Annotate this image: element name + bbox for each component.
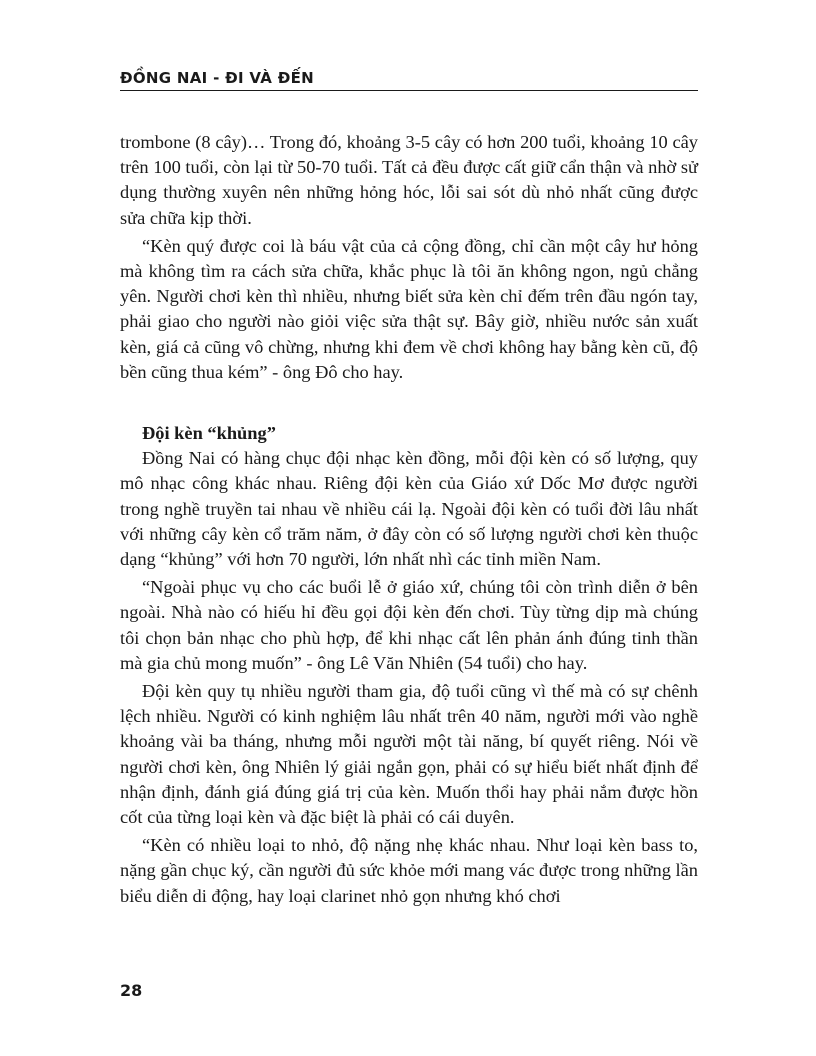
paragraph-continued: trombone (8 cây)… Trong đó, khoảng 3-5 cây có hơn 200 tuổi, khoảng 10 cây trên 100 tuổi, còn lại từ 50-70 tuổi. Tất cả đều được cất giữ cẩn thận và nhờ sử dụng thường xuyên nên những hỏng hóc, lỗi sai sót dù nhỏ nhất cũng được sửa chữa kịp thời. bbox=[120, 132, 698, 228]
running-header bbox=[120, 64, 698, 91]
page-body bbox=[120, 130, 698, 909]
page-number: 28 bbox=[120, 981, 143, 1000]
paragraph: “Ngoài phục vụ cho các buổi lễ ở giáo xứ, chúng tôi còn trình diễn ở bên ngoài. Nhà nào có hiếu hỉ đều gọi đội kèn đến chơi. Tùy từng dịp mà chúng tôi chọn bản nhạc cho phù hợp, để khi nhạc cất lên phản ánh đúng tinh thần mà gia chủ mong muốn” - ông Lê Văn Nhiên (54 tuổi) cho hay. bbox=[120, 577, 698, 673]
paragraph: Đồng Nai có hàng chục đội nhạc kèn đồng, mỗi đội kèn có số lượng, quy mô nhạc công khác nhau. Riêng đội kèn của Giáo xứ Dốc Mơ được người trong nghề truyền tai nhau về nhiều cái lạ. Ngoài đội kèn có tuổi đời lâu nhất với những cây kèn cổ trăm năm, ở đây còn có số lượng người chơi kèn thuộc dạng “khủng” với hơn 70 người, lớn nhất nhì các tỉnh miền Nam. bbox=[120, 448, 698, 570]
paragraph-quote-kim-quy: “Kèn quý được coi là báu vật của cả cộng đồng, chỉ cần một cây hư hỏng mà không tìm ra cách sửa chữa, khắc phục là tôi ăn không ngon, ngủ chẳng yên. Người chơi kèn thì nhiều, nhưng biết sửa kèn chỉ đếm trên đầu ngón tay, phải giao cho người nào giỏi việc sửa thật sự. Bây giờ, nhiều nước sản xuất kèn, giá cả cũng vô chừng, nhưng khi đem về chơi không hay bằng kèn cũ, độ bền cũng thua kém” - ông Đô cho hay. bbox=[120, 235, 698, 382]
paragraph: Đội kèn quy tụ nhiều người tham gia, độ tuổi cũng vì thế mà có sự chênh lệch nhiều. Người có kinh nghiệm lâu nhất trên 40 năm, người mới vào nghề khoảng vài ba tháng, nhưng mỗi người một tài năng, bí quyết riêng. Nói về người chơi kèn, ông Nhiên lý giải ngắn gọn, phải có sự hiểu biết nhất định để nhận định, đánh giá đúng giá trị của kèn. Muốn thổi hay phải nắm được hồn cốt của từng loại kèn và đặc biệt là phải có cái duyên. bbox=[120, 681, 698, 828]
section-heading: Đội kèn “khủng” bbox=[142, 423, 276, 444]
paragraph: “Kèn có nhiều loại to nhỏ, độ nặng nhẹ khác nhau. Như loại kèn bass to, nặng gần chục ký, cần người đủ sức khỏe mới mang vác được trong những lần biểu diễn di động, hay loại clarinet nhỏ gọn nhưng khó chơi bbox=[120, 835, 698, 906]
running-title: ĐỒNG NAI - ĐI VÀ ĐẾN bbox=[120, 69, 314, 87]
